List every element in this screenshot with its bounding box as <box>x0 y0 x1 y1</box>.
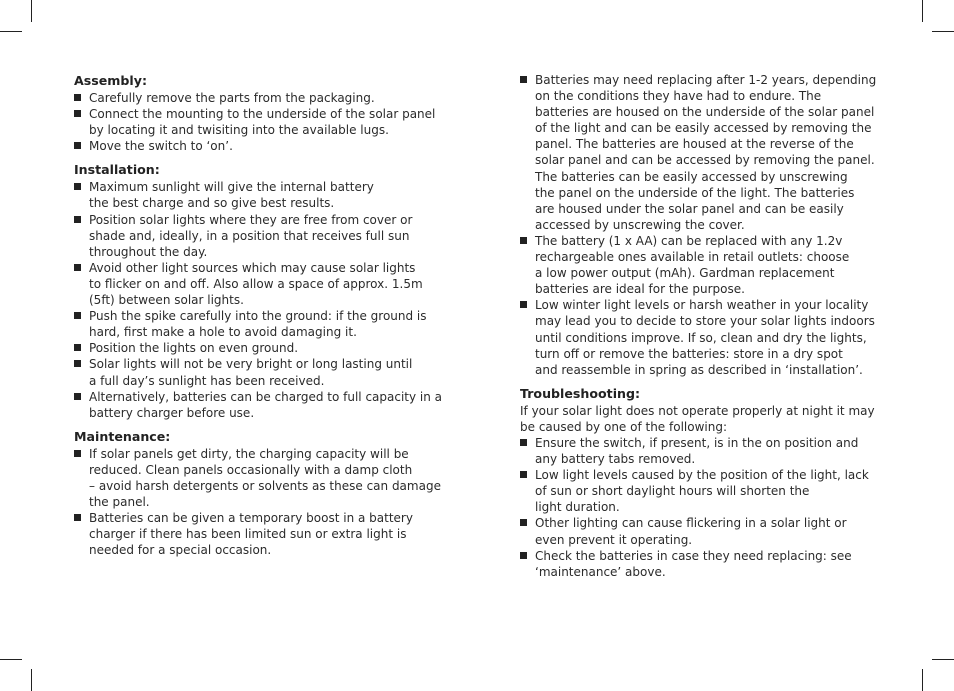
list-item: Solar lights will not be very bright or long lasting until a full day’s sunlight has been received. <box>74 356 446 388</box>
list-item: The battery (1 x AA) can be replaced with any 1.2v rechargeable ones available in retail outlets: choose a low power output (mAh). Gardman replacement batteries are ideal for the purpose. <box>520 233 882 297</box>
list-item: Low winter light levels or harsh weather in your locality may lead you to decide to store your solar lights indoors until conditions improve. If so, clean and dry the lights, turn off or remove the batteries: store in a dry spot and reassemble in spring as described in ‘installation’. <box>520 297 882 377</box>
maintenance-heading: Maintenance: <box>74 428 171 444</box>
list-item: Position the lights on even ground. <box>74 340 446 356</box>
list-item: Low light levels caused by the position of the light, lack of sun or short daylight hours will shorten the light duration. <box>520 467 882 515</box>
maintenance-continued-list <box>520 72 882 378</box>
list-item: Alternatively, batteries can be charged to full capacity in a battery charger before use. <box>74 389 446 421</box>
crop-mark <box>922 0 923 22</box>
crop-mark <box>31 669 32 691</box>
installation-heading: Installation: <box>74 162 160 178</box>
crop-mark <box>932 659 954 660</box>
right-column <box>520 72 882 580</box>
troubleshooting-heading: Troubleshooting: <box>520 385 641 401</box>
list-item: Other lighting can cause flickering in a solar light or even prevent it operating. <box>520 515 882 547</box>
list-item: Ensure the switch, if present, is in the on position and any battery tabs removed. <box>520 435 882 467</box>
list-item: Batteries can be given a temporary boost in a battery charger if there has been limited sun or extra light is needed for a special occasion. <box>74 510 446 558</box>
left-column <box>74 72 446 558</box>
list-item: Batteries may need replacing after 1-2 years, depending on the conditions they have had to endure. The batteries are housed on the underside of the solar panel of the light and can be easily accessed by removing the panel. The batteries are housed at the reverse of the solar panel and can be accessed by removing the panel. The batteries can be easily accessed by unscrewing the panel on the underside of the light. The batteries are housed under the solar panel and can be easily accessed by unscrewing the cover. <box>520 72 882 233</box>
list-item: Maximum sunlight will give the internal battery the best charge and so give best results. <box>74 179 446 211</box>
list-item: Push the spike carefully into the ground: if the ground is hard, first make a hole to avoid damaging it. <box>74 308 446 340</box>
crop-mark <box>932 31 954 32</box>
list-item: Move the switch to ‘on’. <box>74 138 446 154</box>
list-item: Carefully remove the parts from the packaging. <box>74 90 446 106</box>
troubleshooting-intro: If your solar light does not operate properly at night it may be caused by one of the following: <box>520 403 875 434</box>
list-item: If solar panels get dirty, the charging capacity will be reduced. Clean panels occasionally with a damp cloth – avoid harsh detergents or solvents as these can damage the panel. <box>74 446 446 510</box>
list-item: Check the batteries in case they need replacing: see ‘maintenance’ above. <box>520 548 882 580</box>
crop-mark <box>31 0 32 22</box>
crop-mark <box>922 669 923 691</box>
crop-mark <box>0 31 22 32</box>
list-item: Position solar lights where they are free from cover or shade and, ideally, in a position that receives full sun throughout the day. <box>74 212 446 260</box>
crop-mark <box>0 659 22 660</box>
list-item: Connect the mounting to the underside of the solar panel by locating it and twisiting into the available lugs. <box>74 106 446 138</box>
installation-list <box>74 179 446 420</box>
assembly-heading: Assembly: <box>74 73 147 88</box>
maintenance-list <box>74 446 446 559</box>
troubleshooting-list <box>520 435 882 580</box>
list-item: Avoid other light sources which may cause solar lights to flicker on and off. Also allow a space of approx. 1.5m (5ft) between solar lights. <box>74 260 446 308</box>
assembly-list <box>74 90 446 154</box>
